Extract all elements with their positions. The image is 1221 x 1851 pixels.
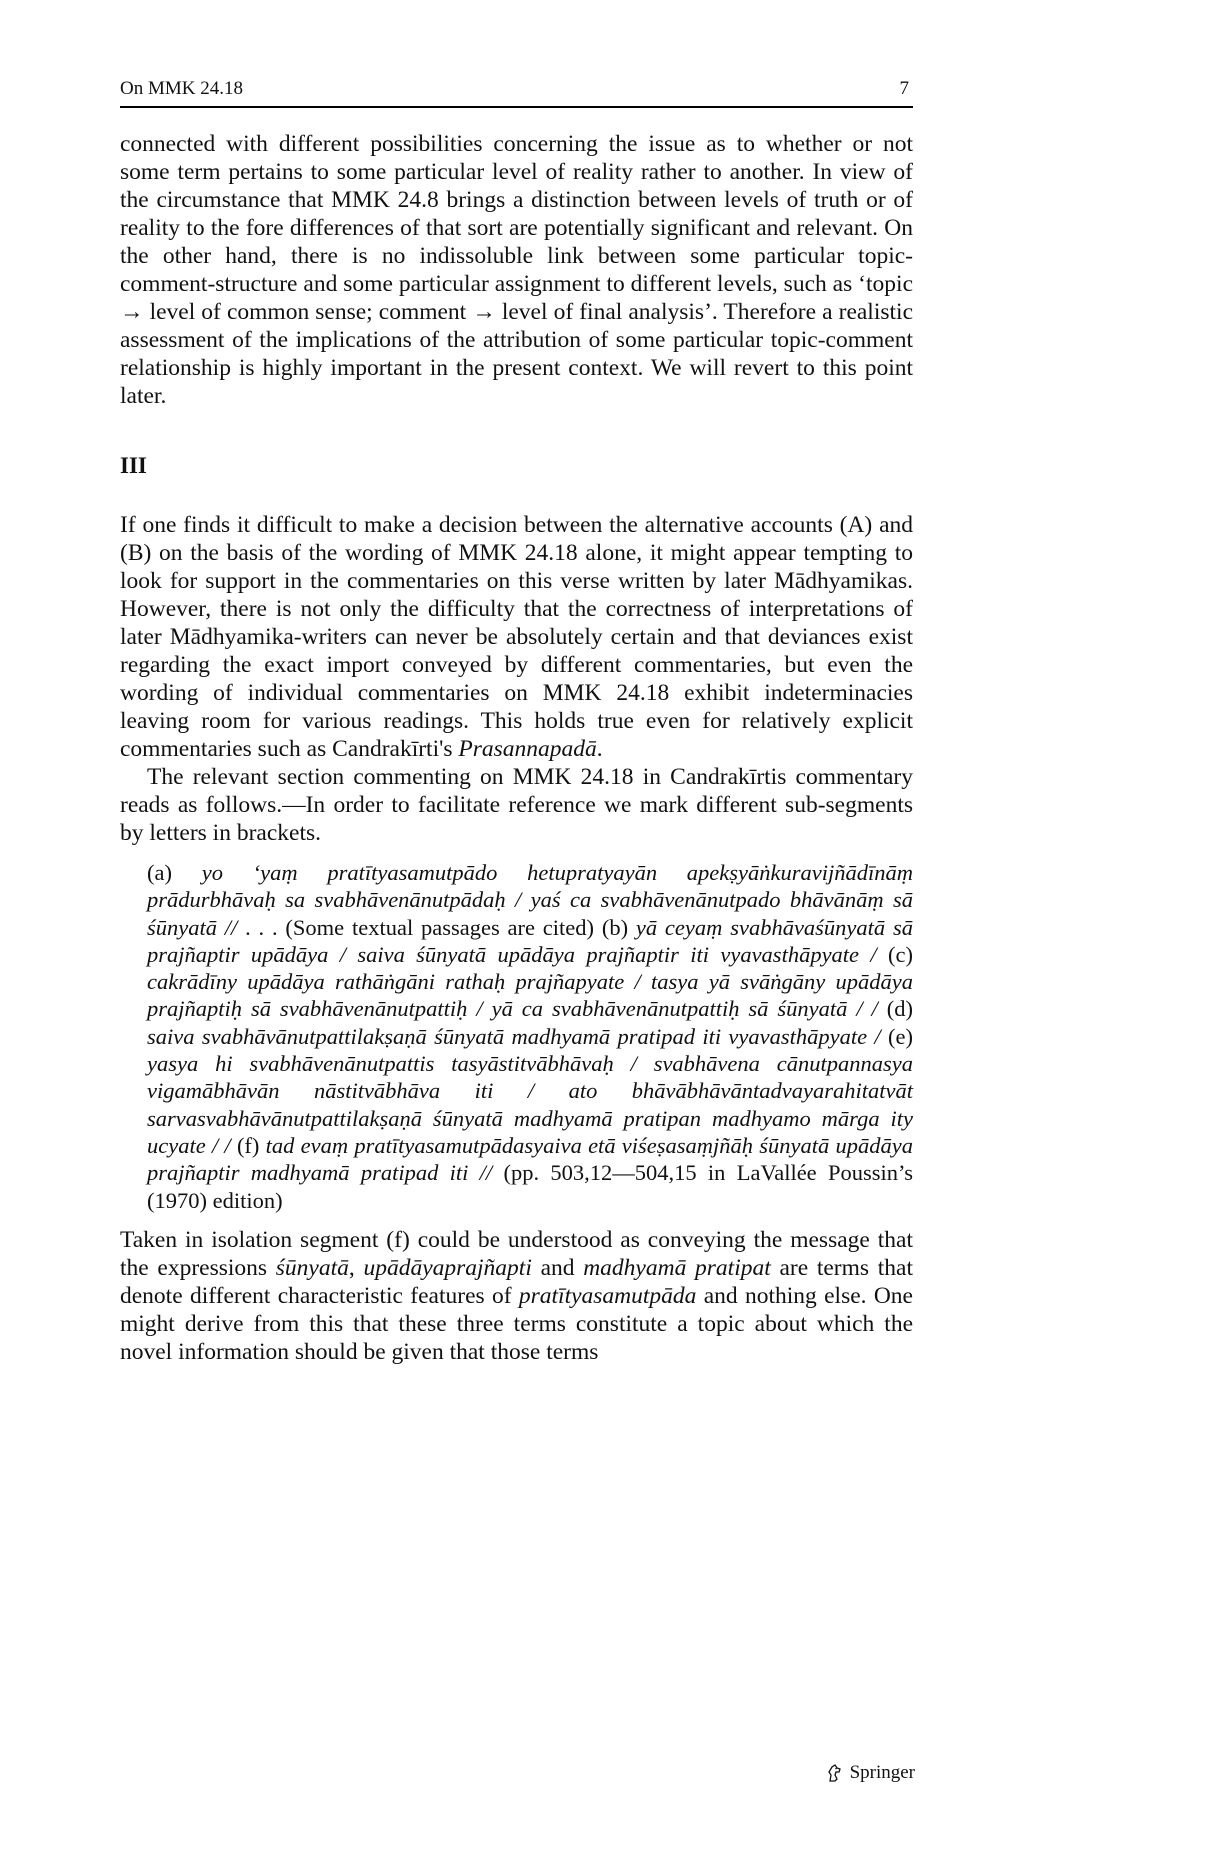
running-title: On MMK 24.18	[120, 78, 243, 99]
paragraph-text: are terms that denote different characteristic features of	[120, 1254, 913, 1309]
publisher-name: Springer	[849, 1762, 915, 1783]
paragraph-text: and nothing else. One might derive from this that these three terms constitute a topic about which the novel information should be given that those terms	[120, 1282, 913, 1365]
paragraph-text: Taken in isolation segment (f) could be understood as conveying the message that the expressions	[120, 1226, 913, 1281]
citation: (pp. 503,12—504,15 in LaVallée Poussin’s (1970) edition)	[147, 1160, 913, 1213]
term: madhyamā pratipat	[583, 1254, 771, 1281]
publisher-footer	[826, 1762, 915, 1784]
springer-horse-icon	[826, 1763, 844, 1783]
paragraph-text: If one finds it difficult to make a decision between the alternative accounts (A) and (B) on the basis of the wording of MMK 24.18 alone, it might appear tempting to look for support in the commentaries on this verse written by later Mādhyamikas. However, there is not only the difficulty that the correctness of interpretations of later Mādhyamika-writers can never be absolutely certain and that deviances exist regarding the exact import conveyed by different commentaries, but even the wording of individual commentaries on MMK 24.18 exhibit indeterminacies leaving room for various readings. This holds true even for relatively explicit commentaries such as Candrakīrti's	[120, 512, 913, 762]
segment-label: (f)	[230, 1132, 266, 1158]
paragraph	[120, 1226, 913, 1366]
term: pratītyasamutpāda	[518, 1282, 697, 1309]
work-title: Prasannapadā	[458, 736, 597, 762]
paragraph-text: and	[531, 1254, 584, 1281]
paragraph	[120, 511, 913, 763]
editorial-note: . . . (Some textual passages are cited)	[237, 914, 602, 940]
sanskrit-segment: cakrādīny upādāya rathāṅgāni rathaḥ prajñapyate / tasya yā svāṅgāny upādāya prajñaptiḥ sā svabhāvenānutpattiḥ / yā ca svabhāvenānutpattiḥ sā śūnyatā / /	[147, 969, 913, 1022]
sanskrit-segment: yā ceyaṃ svabhāvaśūnyatā sā prajñaptir upādāya / saiva śūnyatā upādāya prajñaptir iti vyavasthāpyate /	[147, 914, 913, 967]
sanskrit-segment: yasya hi svabhāvenānutpattis tasyāstitvābhāvaḥ / svabhāvena cānutpannasya vigamābhāvān nāstitvābhāva iti / ato bhāvābhāvāntadvayarahitatvāt sarvasvabhāvānutpattilakṣaṇā śūnyatā madhyamā pratipan madhyamo mārga ity ucyate / /	[147, 1051, 913, 1158]
paragraph: The relevant section commenting on MMK 24.18 in Candrakīrtis commentary reads as follows.—In order to facilitate reference we mark different sub-segments by letters in brackets.	[120, 764, 913, 846]
segment-label: (d)	[877, 996, 913, 1022]
paragraph: connected with different possibilities concerning the issue as to whether or not some term pertains to some particular level of reality rather to another. In view of the circumstance that MMK 24.8 brings a distinction between levels of truth or of reality to the fore differences of that sort are potentially significant and relevant. On the other hand, there is no indissoluble link between some particular topic-comment-structure and some particular assignment to different levels, such as ‘topic → level of common sense; comment → level of final analysis’. Therefore a realistic assessment of the implications of the attribution of some particular topic-comment relationship is highly important in the present context. We will revert to this point later.	[120, 131, 913, 409]
term: upādāyaprajñapti	[363, 1254, 532, 1281]
sanskrit-segment: saiva svabhāvānutpattilakṣaṇā śūnyatā madhyamā pratipad iti vyavasthāpyate /	[147, 1023, 881, 1049]
segment-label: (e)	[880, 1023, 914, 1049]
section-heading: III	[120, 453, 147, 478]
article-body	[120, 130, 913, 1366]
block-quote	[147, 859, 913, 1214]
paragraph-text: ,	[348, 1254, 364, 1281]
sanskrit-segment: tad evaṃ pratītyasamutpādasyaiva etā viśeṣasaṃjñāḥ śūnyatā upādāya prajñaptir madhyamā pratipad iti //	[147, 1132, 913, 1186]
paragraph-text: .	[596, 736, 603, 762]
segment-label: (a)	[147, 860, 202, 885]
term: śūnyatā	[275, 1254, 349, 1281]
sanskrit-segment: yo ‘yaṃ pratītyasamutpādo hetupratyayān apekṣyāṅkuravijñādīnāṃ prādurbhāvaḥ sa svabhāvenānutpādaḥ / yaś ca svabhāvenānutpado bhāvānāṃ sā śūnyatā //	[147, 860, 913, 940]
segment-label: (b)	[601, 914, 636, 940]
segment-label: (c)	[876, 941, 913, 967]
running-header	[120, 78, 913, 108]
page-number: 7	[899, 78, 909, 99]
